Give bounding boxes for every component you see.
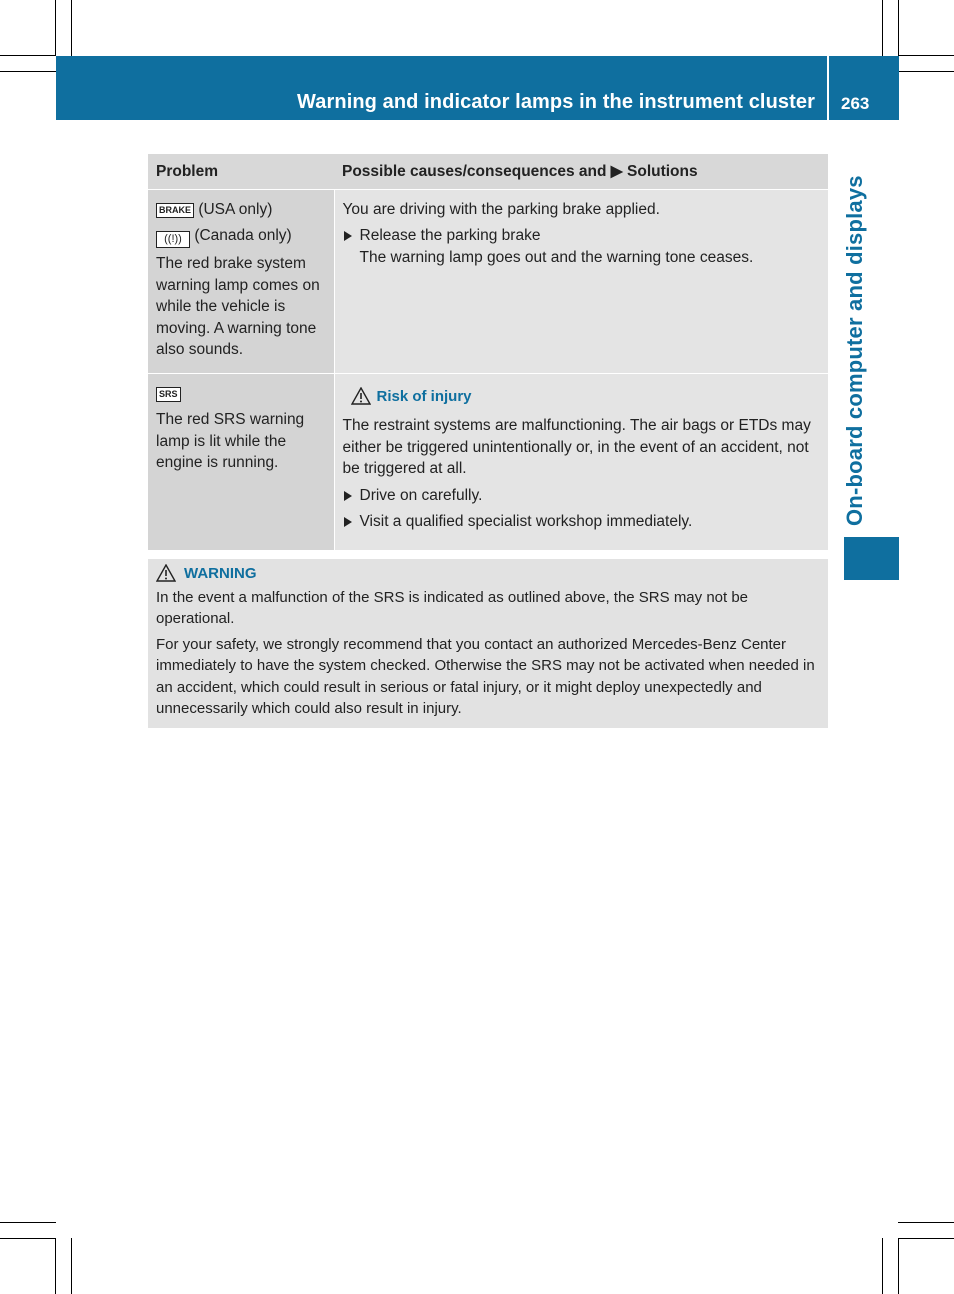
- problem-cell: [148, 189, 334, 373]
- solution-step: [343, 511, 821, 533]
- step-arrow-icon: [344, 517, 352, 527]
- crop-mark: [0, 1222, 56, 1223]
- warning-heading: [156, 563, 820, 585]
- crop-mark: [55, 1238, 56, 1294]
- crop-mark: [0, 55, 56, 56]
- warning-triangle-icon: [156, 564, 176, 582]
- cause-text: You are driving with the parking brake applied.: [342, 200, 660, 218]
- problem-description: The red SRS warning lamp is lit while the engine is running.: [156, 411, 305, 471]
- table-header-row: [148, 154, 828, 189]
- srs-lamp-icon: SRS: [156, 387, 181, 402]
- crop-mark: [898, 1222, 954, 1223]
- problem-description: The red brake system warning lamp comes on while the vehicle is moving. A warning tone also sounds.: [156, 255, 320, 358]
- crop-mark: [0, 1238, 56, 1239]
- column-header-problem: Problem: [148, 154, 334, 189]
- warning-triangle-icon: [351, 387, 371, 405]
- warning-title: WARNING: [184, 565, 257, 582]
- step-text: Release the parking brake: [359, 227, 541, 244]
- section-header-bar: [56, 56, 827, 120]
- page-title: Warning and indicator lamps in the instrument cluster: [297, 91, 815, 113]
- chapter-tab-marker: [844, 537, 899, 580]
- solution-step: [343, 485, 821, 507]
- table-row: [148, 189, 828, 373]
- step-arrow-icon: [344, 231, 352, 241]
- crop-mark: [898, 0, 899, 56]
- table-row: [148, 373, 828, 550]
- warning-paragraph: In the event a malfunction of the SRS is indicated as outlined above, the SRS may not be operational.: [156, 588, 749, 627]
- crop-mark: [898, 1238, 899, 1294]
- crop-mark: [882, 0, 883, 56]
- usa-only-label: (USA only): [198, 200, 273, 218]
- brake-warning-circle-icon: ((!)): [156, 231, 190, 248]
- solution-step: [343, 225, 821, 268]
- crop-mark: [71, 0, 72, 56]
- cause-text: The restraint systems are malfunctioning. The air bags or ETDs may either be triggered unintentionally or, in the event of an accident, not be triggered at all.: [342, 417, 811, 477]
- crop-mark: [898, 71, 954, 72]
- page-number: 263: [841, 94, 870, 113]
- problem-cell: [148, 373, 334, 550]
- step-text: Drive on carefully.: [359, 486, 483, 504]
- crop-mark: [898, 1238, 954, 1239]
- step-text: Visit a qualified specialist workshop immediately.: [359, 513, 693, 530]
- risk-title: Risk of injury: [376, 387, 472, 405]
- risk-heading: [351, 386, 821, 408]
- crop-mark: [71, 1238, 72, 1294]
- troubleshooting-table: [148, 154, 828, 550]
- brake-lamp-icon: BRAKE: [156, 203, 194, 218]
- warning-paragraph: For your safety, we strongly recommend that you contact an authorized Mercedes-Benz Center immediately to have the system checked. Otherwise the SRS may not be activated when needed in an accident, which could result in serious or fatal injury, or it might deploy unexpectedly and unnecessarily which could also result in injury.: [156, 635, 815, 717]
- crop-mark: [55, 0, 56, 56]
- column-header-solutions: Possible causes/consequences and ▶ Solutions: [334, 154, 828, 189]
- step-result: The warning lamp goes out and the warning tone ceases.: [359, 248, 754, 266]
- crop-mark: [0, 71, 56, 72]
- solution-cell: [334, 189, 828, 373]
- canada-only-label: (Canada only): [194, 227, 292, 244]
- crop-mark: [898, 55, 954, 56]
- crop-mark: [882, 1238, 883, 1294]
- warning-box: [148, 559, 828, 728]
- step-arrow-icon: [344, 491, 352, 501]
- solution-cell: [334, 373, 828, 550]
- chapter-side-title: On-board computer and displays: [842, 175, 867, 526]
- page-number-box: [829, 56, 899, 120]
